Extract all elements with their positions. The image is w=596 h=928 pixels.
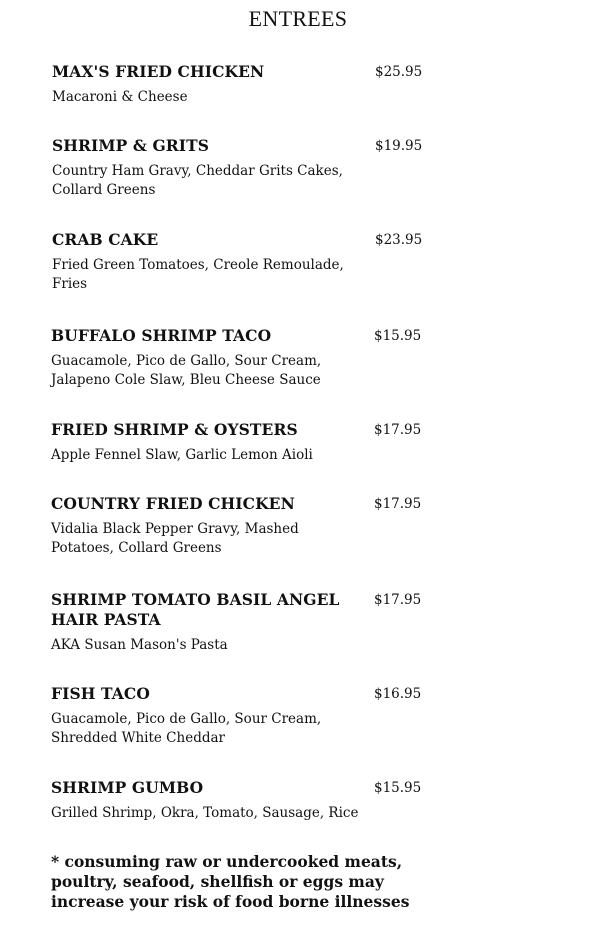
item-name: SHRIMP TOMATO BASIL ANGEL HAIR PASTA: [51, 590, 340, 629]
item-price: $23.95: [375, 232, 423, 248]
item-price: $25.95: [375, 64, 423, 80]
item-description: Country Ham Gravy, Cheddar Grits Cakes, Collard Greens: [52, 163, 343, 198]
item-description: Grilled Shrimp, Okra, Tomato, Sausage, Rice: [51, 805, 359, 821]
item-price: $15.95: [374, 328, 422, 344]
item-price: $15.95: [374, 780, 422, 796]
item-description: Fried Green Tomatoes, Creole Remoulade, Fries: [52, 257, 344, 292]
item-description: Apple Fennel Slaw, Garlic Lemon Aioli: [51, 447, 313, 463]
item-description: Macaroni & Cheese: [52, 89, 188, 105]
item-description: Guacamole, Pico de Gallo, Sour Cream, Shredded White Cheddar: [51, 711, 322, 746]
item-description: AKA Susan Mason's Pasta: [51, 637, 228, 653]
item-name: SHRIMP & GRITS: [52, 136, 210, 155]
item-description: Vidalia Black Pepper Gravy, Mashed Potatoes, Collard Greens: [51, 521, 299, 556]
item-price: $16.95: [374, 686, 422, 702]
item-price: $17.95: [374, 422, 422, 438]
item-price: $17.95: [374, 592, 422, 608]
item-price: $17.95: [374, 496, 422, 512]
item-name: MAX'S FRIED CHICKEN: [52, 62, 265, 81]
item-name: COUNTRY FRIED CHICKEN: [51, 494, 295, 513]
item-name: FISH TACO: [51, 684, 150, 703]
item-description: Guacamole, Pico de Gallo, Sour Cream, Jalapeno Cole Slaw, Bleu Cheese Sauce: [51, 353, 322, 388]
food-safety-footnote: * consuming raw or undercooked meats, poultry, seafood, shellfish or eggs may increase your risk of food borne illnesses: [51, 852, 410, 911]
item-price: $19.95: [375, 138, 423, 154]
item-name: FRIED SHRIMP & OYSTERS: [51, 420, 298, 439]
item-name: BUFFALO SHRIMP TACO: [51, 326, 272, 345]
item-name: SHRIMP GUMBO: [51, 778, 204, 797]
menu-title: ENTREES: [248, 6, 348, 31]
item-name: CRAB CAKE: [52, 230, 159, 249]
